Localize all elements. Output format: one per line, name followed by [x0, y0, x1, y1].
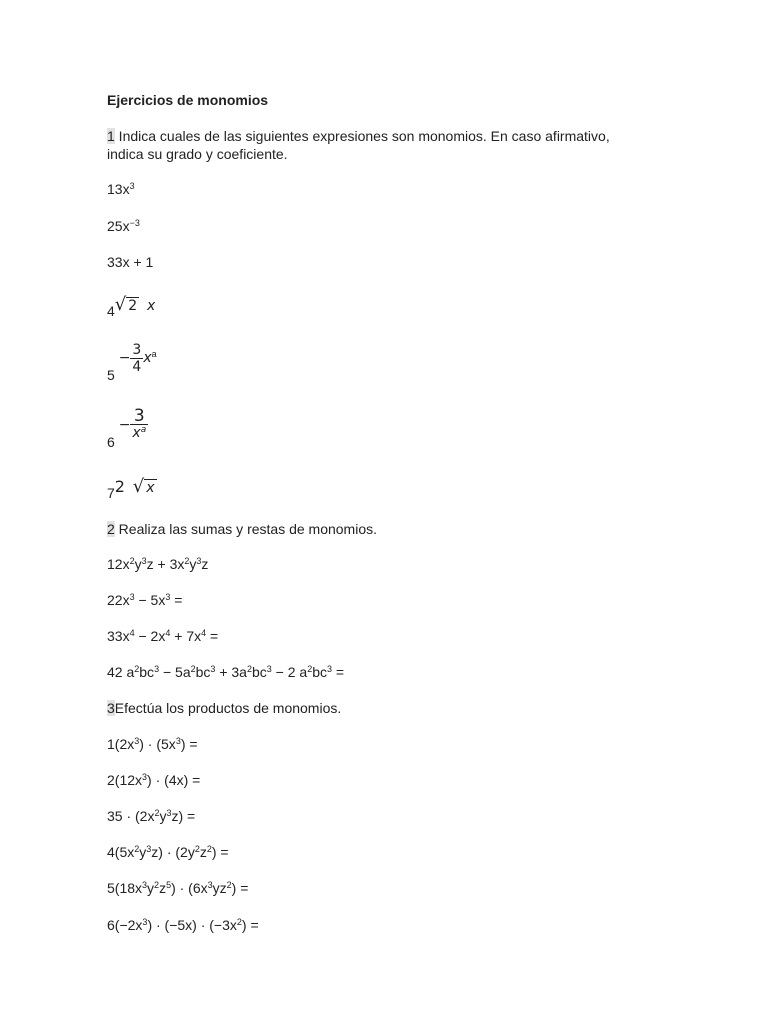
math-term: 35 · (2x: [107, 808, 155, 824]
exponent: 3: [129, 592, 135, 602]
exponent: 2: [236, 917, 242, 927]
math-term: 3: [130, 408, 148, 425]
exponent: 2: [194, 844, 200, 854]
math-term: =: [332, 664, 345, 680]
math-term: 2(12x: [107, 772, 143, 788]
math-part: [130, 408, 148, 443]
section-1-heading: [107, 127, 610, 145]
math-term: z) · (2y: [151, 844, 195, 860]
math-term: 6(−2x: [107, 917, 143, 933]
math-term: 12x: [107, 556, 130, 572]
math-term: 5(18x: [107, 880, 143, 896]
math-term: bc: [195, 664, 211, 680]
page-title: Ejercicios de monomios: [107, 92, 269, 108]
math-term: =: [206, 628, 219, 644]
exponent: 3: [207, 880, 213, 890]
exponent: a: [151, 349, 157, 360]
math-term: x: [143, 350, 152, 367]
expression-2: [107, 217, 140, 237]
math-term: −: [118, 350, 131, 367]
math-term: y: [147, 880, 155, 896]
exponent: 2: [134, 664, 140, 674]
exponent: 2: [154, 880, 160, 890]
exercise-2-2: [107, 591, 182, 611]
math-term: −: [118, 417, 131, 434]
math-term: + 3a: [215, 664, 247, 680]
exponent: 2: [190, 664, 196, 674]
math-term: ) · (5x: [139, 736, 176, 752]
math-term: 13x: [107, 181, 130, 197]
exponent: 3: [196, 556, 202, 566]
math-term: 6: [107, 434, 115, 451]
expression-6: [107, 406, 148, 451]
math-term: ) · (6x: [171, 880, 208, 896]
exercise-2-4: [107, 663, 344, 683]
exercise-3-3: [107, 807, 195, 827]
exponent: 2: [184, 556, 190, 566]
math-term: 33x: [107, 628, 130, 644]
math-term: y: [189, 556, 197, 572]
math-term: Indica cuales de las siguientes expresiones son monomios. En caso afirmativo,: [114, 128, 610, 144]
exponent: 3: [141, 556, 147, 566]
math-term: bc: [251, 664, 267, 680]
math-term: y: [159, 808, 167, 824]
math-term: 4: [107, 303, 115, 319]
math-term: z: [201, 556, 209, 572]
exponent: 3: [142, 772, 148, 782]
exponent: 2: [307, 664, 313, 674]
math-term: 3: [132, 342, 142, 358]
exponent: 2: [134, 844, 140, 854]
exponent: 3: [134, 736, 140, 746]
math-term: ) =: [241, 917, 259, 933]
exponent: 3: [210, 664, 216, 674]
exponent: 3: [146, 844, 152, 854]
math-term: y: [134, 556, 142, 572]
math-term: z: [199, 844, 207, 860]
exponent: 4: [165, 628, 171, 638]
math-term: 2: [114, 477, 125, 496]
exponent: a: [140, 425, 147, 435]
math-term: z + 3x: [146, 556, 185, 572]
exponent: 4: [201, 628, 207, 638]
exponent: 3: [175, 736, 181, 746]
exponent: 2: [226, 880, 232, 890]
math-part: [130, 425, 148, 443]
math-term: 2: [128, 298, 138, 314]
math-term: 7: [107, 485, 115, 501]
section-number: 1: [107, 128, 115, 144]
math-term: 5: [107, 367, 115, 384]
math-term: 42 a: [107, 664, 135, 680]
math-term: − 5x: [134, 592, 166, 608]
exercise-3-6: [107, 916, 259, 936]
math-term: − 2x: [134, 628, 166, 644]
radical-sign: √: [132, 476, 145, 497]
math-term: 3: [107, 700, 115, 716]
math-term: =: [170, 592, 183, 608]
math-term: ) =: [180, 736, 198, 752]
exponent: 2: [246, 664, 252, 674]
exercise-3-1: [107, 735, 198, 755]
section-2-heading: [107, 520, 377, 538]
exponent: 3: [266, 664, 272, 674]
math-term: Realiza las sumas y restas de monomios.: [114, 521, 378, 537]
expression-7: [107, 476, 157, 501]
math-term: 2: [107, 521, 115, 537]
exponent: 5: [166, 880, 172, 890]
exponent: 2: [206, 844, 212, 854]
math-term: ) · (−5x) · (−3x: [147, 917, 237, 933]
math-term: − 2 a: [271, 664, 308, 680]
exponent: 4: [129, 628, 135, 638]
math-term: z) =: [171, 808, 196, 824]
exponent: 3: [129, 181, 135, 191]
exponent: 3: [165, 592, 171, 602]
exercise-3-2: [107, 771, 200, 791]
math-term: yz: [212, 880, 227, 896]
math-term: ) · (4x) =: [147, 772, 201, 788]
section-1-heading-cont: indica su grado y coeficiente.: [107, 146, 288, 162]
exponent: 3: [327, 664, 333, 674]
exercise-2-1: [107, 555, 208, 575]
math-term: 22x: [107, 592, 130, 608]
math-term: 4: [132, 359, 142, 375]
math-term: x: [146, 480, 155, 496]
math-term: ) =: [211, 844, 229, 860]
math-term: ) =: [231, 880, 249, 896]
exponent: 2: [129, 556, 135, 566]
exercise-3-4: [107, 843, 229, 863]
math-term: y: [139, 844, 147, 860]
math-term: 25x: [107, 218, 130, 234]
expression-4: [107, 294, 156, 319]
radical-sign: √: [114, 294, 127, 315]
math-term: 1(2x: [107, 736, 135, 752]
math-term: Efectúa los productos de monomios.: [114, 700, 342, 716]
exponent: 2: [154, 808, 160, 818]
math-part: [130, 342, 143, 375]
expression-1: [107, 180, 135, 200]
exercise-3-5: [107, 879, 248, 899]
exponent: 3: [166, 808, 172, 818]
exercise-2-3: [107, 627, 218, 647]
section-3-heading: [107, 699, 341, 717]
expression-5: [107, 342, 157, 384]
math-term: x: [146, 298, 156, 314]
exponent: 3: [142, 917, 148, 927]
math-term: + 7x: [170, 628, 202, 644]
math-term: x: [132, 425, 141, 441]
math-term: − 5a: [159, 664, 191, 680]
exponent: 3: [142, 880, 148, 890]
expression-3: 33x + 1: [107, 254, 154, 270]
math-term: 4(5x: [107, 844, 135, 860]
math-term: bc: [139, 664, 155, 680]
exponent: −3: [129, 218, 140, 228]
math-term: bc: [312, 664, 328, 680]
exponent: 3: [154, 664, 160, 674]
math-term: z: [159, 880, 167, 896]
